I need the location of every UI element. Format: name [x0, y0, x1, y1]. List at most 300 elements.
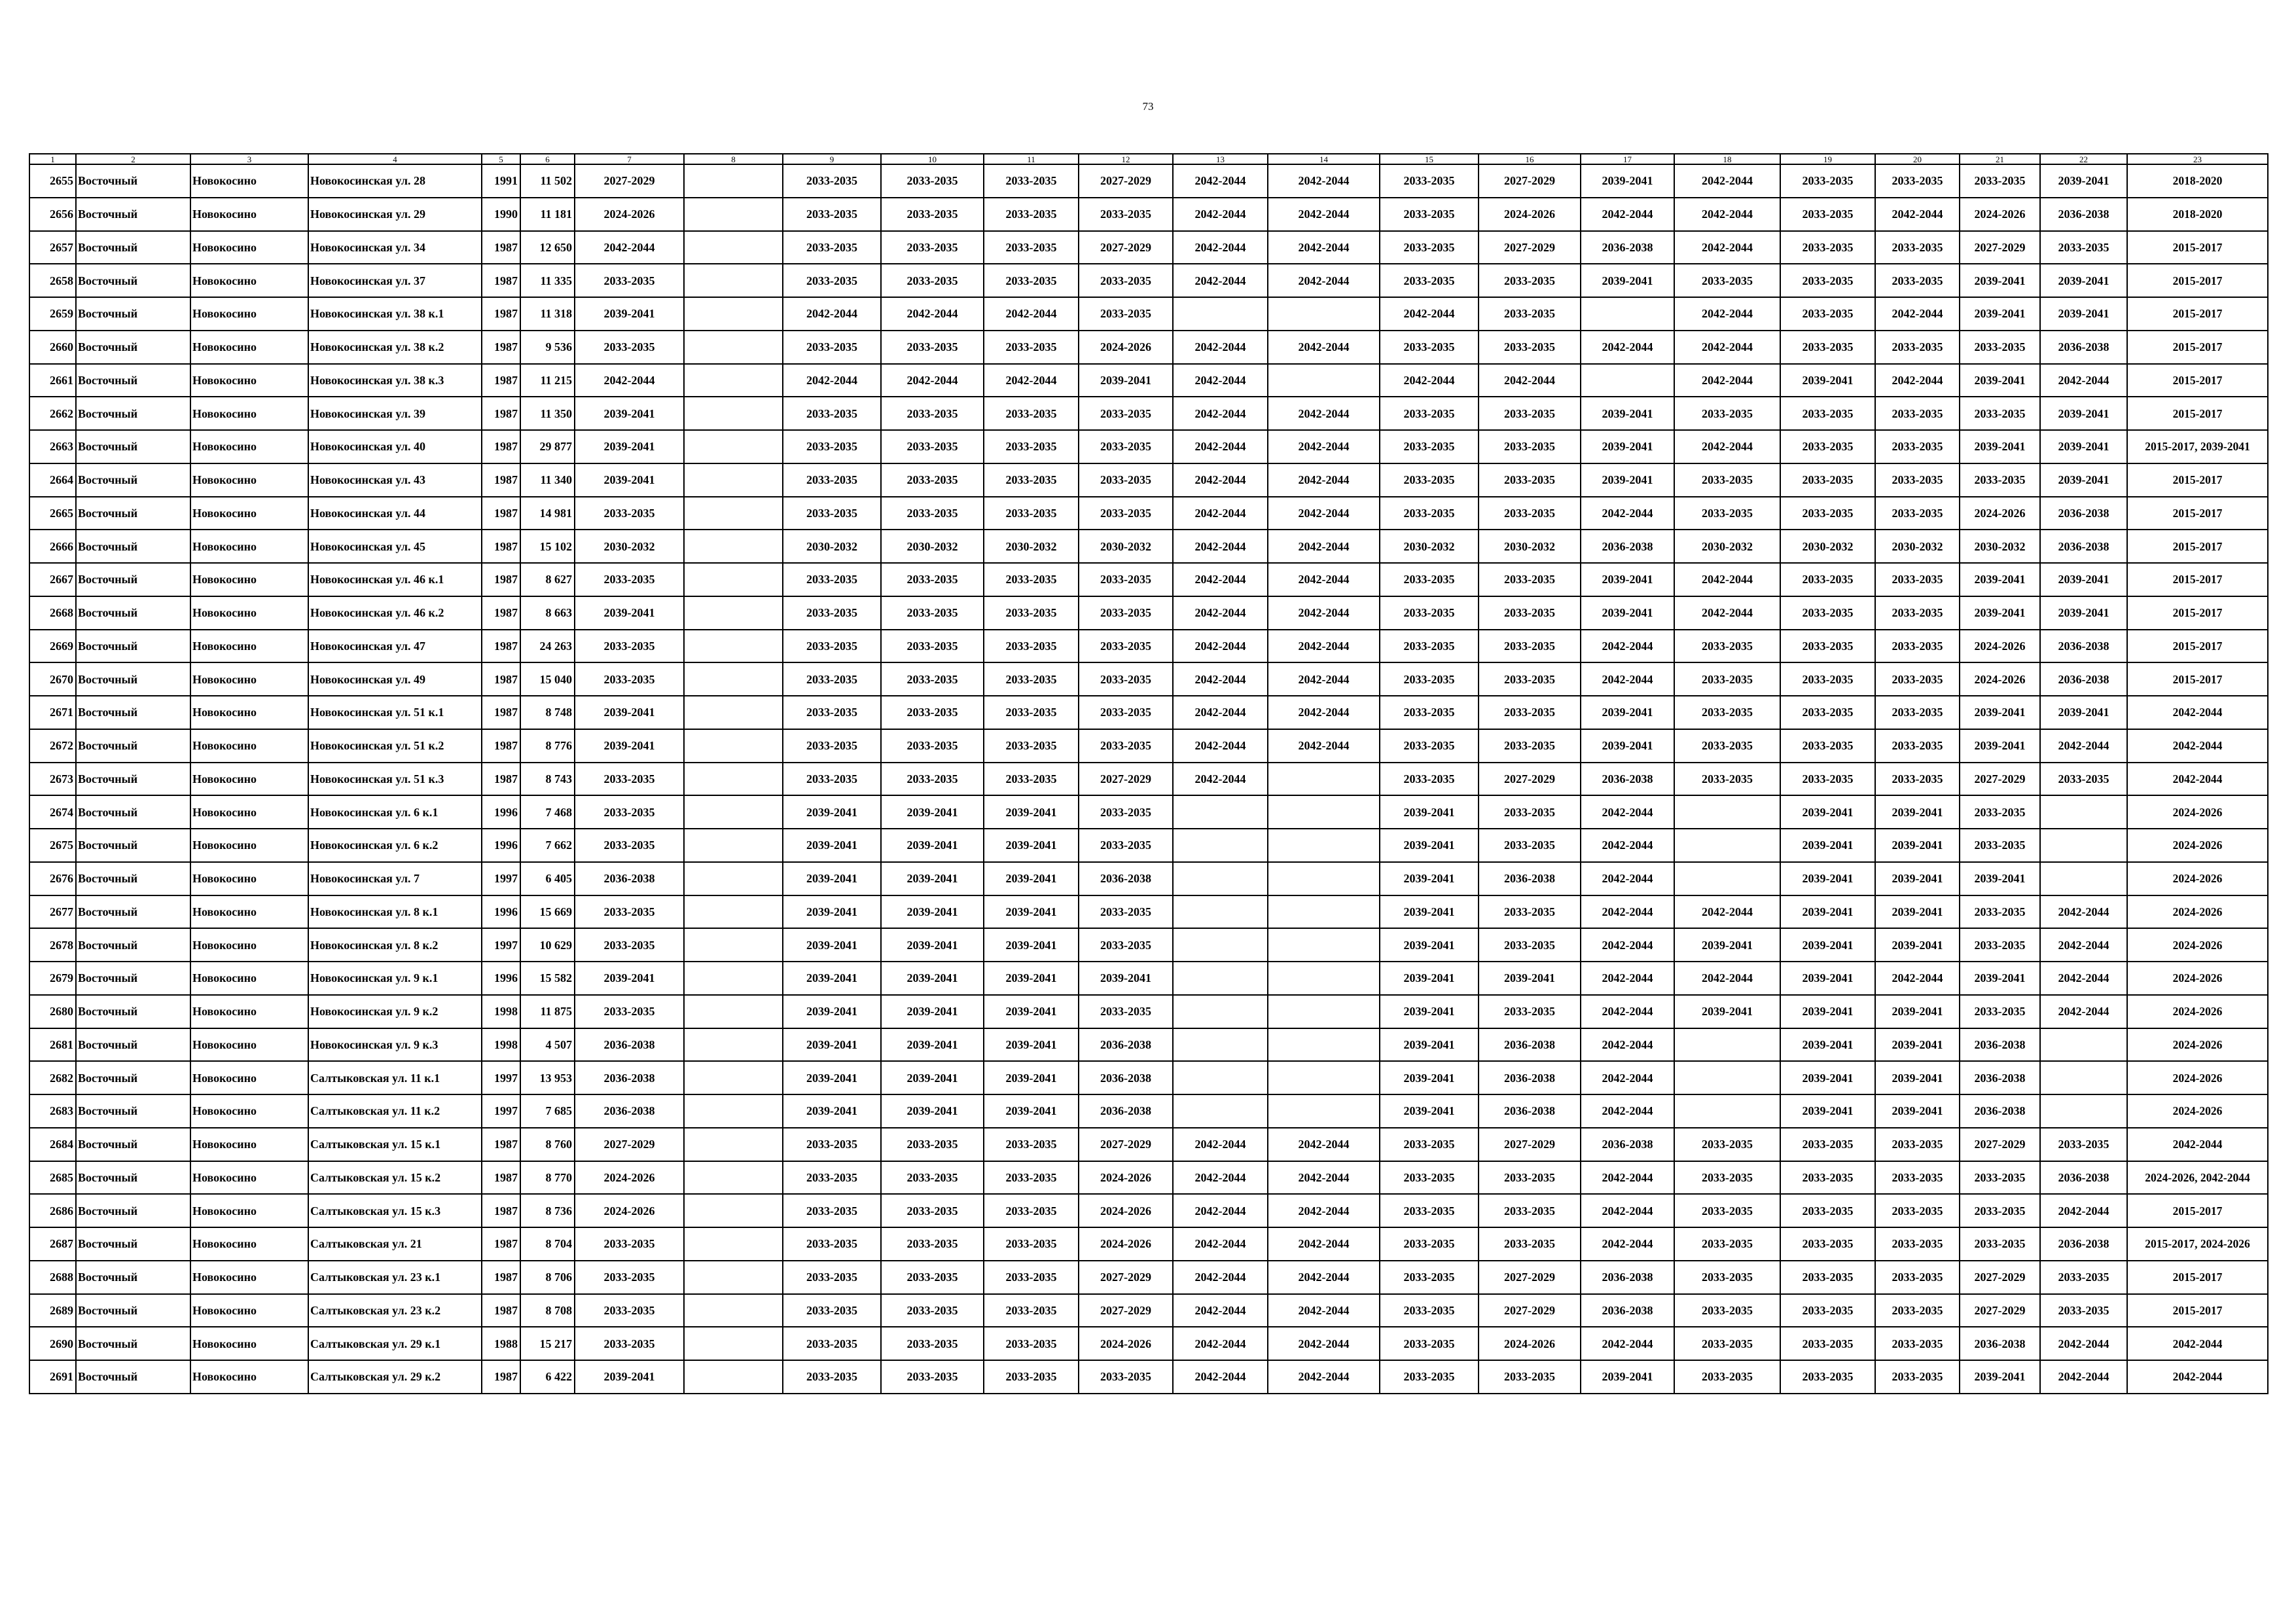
table-cell-col-14: 2042-2044: [1268, 1161, 1380, 1195]
table-cell-col-4: Новокосинская ул. 8 к.2: [308, 928, 482, 962]
table-cell-col-5: 1991: [482, 164, 520, 198]
table-cell-col-18: 2042-2044: [1674, 563, 1780, 596]
table-cell-col-23: 2042-2044: [2127, 696, 2268, 729]
table-cell-col-16: 2024-2026: [1479, 1327, 1581, 1360]
table-cell-col-10: 2033-2035: [881, 1327, 984, 1360]
table-cell-col-18: 2042-2044: [1674, 895, 1780, 929]
table-cell-col-3: Новокосино: [190, 463, 308, 497]
table-row: [29, 662, 2268, 696]
table-cell-col-7: 2042-2044: [575, 231, 684, 264]
table-cell-col-14: [1268, 829, 1380, 862]
table-cell-col-21: 2039-2041: [1960, 696, 2040, 729]
table-cell-col-12: 2024-2026: [1079, 331, 1173, 364]
table-cell-col-5: 1987: [482, 1161, 520, 1195]
table-cell-col-17: 2039-2041: [1581, 563, 1674, 596]
table-cell-col-12: 2024-2026: [1079, 1161, 1173, 1195]
table-cell-col-22: 2033-2035: [2040, 1294, 2127, 1327]
table-cell-col-17: 2036-2038: [1581, 1294, 1674, 1327]
table-cell-col-13: 2042-2044: [1173, 364, 1268, 397]
table-cell-col-19: 2033-2035: [1780, 630, 1875, 663]
table-cell-col-2: Восточный: [76, 1360, 190, 1394]
table-cell-col-21: 2027-2029: [1960, 1261, 2040, 1294]
table-cell-col-9: 2039-2041: [783, 928, 881, 962]
table-cell-col-13: 2042-2044: [1173, 1294, 1268, 1327]
table-cell-col-3: Новокосино: [190, 1360, 308, 1394]
table-cell-col-15: 2039-2041: [1380, 895, 1479, 929]
table-cell-col-1: 2655: [29, 164, 76, 198]
table-cell-col-22: 2039-2041: [2040, 596, 2127, 630]
table-cell-col-15: 2033-2035: [1380, 1227, 1479, 1261]
table-row: [29, 1028, 2268, 1062]
table-cell-col-21: 2033-2035: [1960, 1227, 2040, 1261]
table-cell-col-19: 2033-2035: [1780, 1327, 1875, 1360]
table-cell-col-22: 2039-2041: [2040, 696, 2127, 729]
table-cell-col-20: 2033-2035: [1875, 630, 1960, 663]
table-cell-col-21: 2036-2038: [1960, 1061, 2040, 1094]
table-row: [29, 563, 2268, 596]
table-cell-col-20: 2033-2035: [1875, 463, 1960, 497]
table-row: [29, 297, 2268, 331]
table-cell-col-22: 2042-2044: [2040, 962, 2127, 995]
table-cell-col-2: Восточный: [76, 763, 190, 796]
table-cell-col-22: [2040, 862, 2127, 895]
table-cell-col-5: 1987: [482, 530, 520, 563]
page-number: 73: [1142, 100, 1154, 113]
table-cell-col-13: [1173, 928, 1268, 962]
table-cell-col-19: 2033-2035: [1780, 497, 1875, 530]
table-cell-col-12: 2027-2029: [1079, 763, 1173, 796]
table-cell-col-12: 2033-2035: [1079, 1360, 1173, 1394]
table-cell-col-17: 2039-2041: [1581, 696, 1674, 729]
table-cell-col-5: 1987: [482, 1194, 520, 1227]
table-cell-col-15: 2033-2035: [1380, 397, 1479, 430]
table-cell-col-9: 2042-2044: [783, 297, 881, 331]
table-cell-col-6: 8 708: [520, 1294, 575, 1327]
table-cell-col-10: 2039-2041: [881, 829, 984, 862]
table-cell-col-11: 2033-2035: [984, 1194, 1079, 1227]
table-cell-col-10: 2033-2035: [881, 1128, 984, 1161]
table-cell-col-9: 2039-2041: [783, 1094, 881, 1128]
table-cell-col-12: 2033-2035: [1079, 895, 1173, 929]
table-cell-col-12: 2033-2035: [1079, 696, 1173, 729]
table-cell-col-5: 1987: [482, 563, 520, 596]
table-cell-col-9: 2039-2041: [783, 895, 881, 929]
table-cell-col-12: 2027-2029: [1079, 1294, 1173, 1327]
table-cell-col-8: [684, 297, 783, 331]
table-cell-col-23: 2015-2017: [2127, 1261, 2268, 1294]
table-cell-col-4: Новокосинская ул. 37: [308, 264, 482, 297]
table-cell-col-16: 2033-2035: [1479, 630, 1581, 663]
table-cell-col-13: 2042-2044: [1173, 596, 1268, 630]
table-cell-col-22: 2042-2044: [2040, 1360, 2127, 1394]
table-cell-col-13: [1173, 1028, 1268, 1062]
table-cell-col-18: [1674, 1028, 1780, 1062]
table-cell-col-3: Новокосино: [190, 696, 308, 729]
table-cell-col-17: 2039-2041: [1581, 397, 1674, 430]
table-cell-col-19: 2039-2041: [1780, 862, 1875, 895]
table-cell-col-5: 1997: [482, 1061, 520, 1094]
table-cell-col-4: Салтыковская ул. 21: [308, 1227, 482, 1261]
table-cell-col-7: 2033-2035: [575, 1261, 684, 1294]
table-cell-col-9: 2039-2041: [783, 962, 881, 995]
table-cell-col-10: 2033-2035: [881, 397, 984, 430]
table-cell-col-21: 2024-2026: [1960, 198, 2040, 231]
table-cell-col-16: 2027-2029: [1479, 1294, 1581, 1327]
table-cell-col-6: 8 627: [520, 563, 575, 596]
table-cell-col-22: 2039-2041: [2040, 463, 2127, 497]
table-cell-col-17: 2039-2041: [1581, 1360, 1674, 1394]
table-cell-col-19: 2039-2041: [1780, 364, 1875, 397]
table-cell-col-2: Восточный: [76, 430, 190, 463]
table-cell-col-13: 2042-2044: [1173, 463, 1268, 497]
table-cell-col-11: 2033-2035: [984, 1128, 1079, 1161]
table-cell-col-3: Новокосино: [190, 430, 308, 463]
table-cell-col-11: 2039-2041: [984, 1028, 1079, 1062]
column-number-21: 21: [1960, 154, 2040, 164]
table-cell-col-16: 2033-2035: [1479, 1227, 1581, 1261]
table-cell-col-6: 15 582: [520, 962, 575, 995]
table-cell-col-22: 2036-2038: [2040, 530, 2127, 563]
table-cell-col-14: 2042-2044: [1268, 1294, 1380, 1327]
table-cell-col-2: Восточный: [76, 264, 190, 297]
table-cell-col-22: [2040, 795, 2127, 829]
table-cell-col-8: [684, 1360, 783, 1394]
table-cell-col-4: Салтыковская ул. 23 к.2: [308, 1294, 482, 1327]
table-cell-col-13: 2042-2044: [1173, 397, 1268, 430]
table-cell-col-16: 2027-2029: [1479, 763, 1581, 796]
table-cell-col-18: 2033-2035: [1674, 1294, 1780, 1327]
table-cell-col-2: Восточный: [76, 962, 190, 995]
table-cell-col-17: [1581, 364, 1674, 397]
table-cell-col-5: 1988: [482, 1327, 520, 1360]
table-cell-col-23: 2015-2017: [2127, 596, 2268, 630]
table-cell-col-7: 2024-2026: [575, 198, 684, 231]
table-cell-col-18: 2033-2035: [1674, 1227, 1780, 1261]
table-cell-col-5: 1987: [482, 1227, 520, 1261]
table-cell-col-16: 2033-2035: [1479, 1194, 1581, 1227]
table-cell-col-6: 4 507: [520, 1028, 575, 1062]
table-cell-col-13: 2042-2044: [1173, 1261, 1268, 1294]
table-cell-col-11: 2033-2035: [984, 662, 1079, 696]
table-cell-col-5: 1987: [482, 497, 520, 530]
table-cell-col-1: 2688: [29, 1261, 76, 1294]
table-cell-col-6: 8 743: [520, 763, 575, 796]
table-cell-col-9: 2033-2035: [783, 1161, 881, 1195]
table-cell-col-2: Восточный: [76, 862, 190, 895]
table-cell-col-10: 2039-2041: [881, 795, 984, 829]
table-cell-col-8: [684, 331, 783, 364]
table-cell-col-23: 2015-2017: [2127, 231, 2268, 264]
table-cell-col-12: 2033-2035: [1079, 463, 1173, 497]
table-cell-col-10: 2039-2041: [881, 995, 984, 1028]
table-row: [29, 895, 2268, 929]
table-cell-col-15: 2039-2041: [1380, 928, 1479, 962]
table-cell-col-17: 2036-2038: [1581, 1128, 1674, 1161]
table-cell-col-16: 2027-2029: [1479, 1128, 1581, 1161]
table-cell-col-16: 2033-2035: [1479, 662, 1581, 696]
table-cell-col-11: 2033-2035: [984, 264, 1079, 297]
table-cell-col-15: 2033-2035: [1380, 1294, 1479, 1327]
table-cell-col-4: Новокосинская ул. 51 к.2: [308, 729, 482, 763]
table-cell-col-23: 2024-2026: [2127, 962, 2268, 995]
table-cell-col-21: 2033-2035: [1960, 829, 2040, 862]
table-cell-col-23: 2024-2026: [2127, 895, 2268, 929]
table-cell-col-17: 2039-2041: [1581, 729, 1674, 763]
table-cell-col-19: 2033-2035: [1780, 231, 1875, 264]
table-cell-col-8: [684, 696, 783, 729]
table-cell-col-16: 2033-2035: [1479, 397, 1581, 430]
table-row: [29, 397, 2268, 430]
table-cell-col-5: 1997: [482, 862, 520, 895]
table-cell-col-2: Восточный: [76, 1327, 190, 1360]
table-cell-col-15: 2033-2035: [1380, 231, 1479, 264]
table-cell-col-23: 2042-2044: [2127, 1128, 2268, 1161]
table-cell-col-22: 2036-2038: [2040, 1227, 2127, 1261]
table-cell-col-16: 2042-2044: [1479, 364, 1581, 397]
table-cell-col-9: 2033-2035: [783, 1227, 881, 1261]
table-cell-col-15: 2039-2041: [1380, 962, 1479, 995]
table-cell-col-20: 2039-2041: [1875, 862, 1960, 895]
table-cell-col-6: 29 877: [520, 430, 575, 463]
table-cell-col-11: 2033-2035: [984, 397, 1079, 430]
table-cell-col-20: 2039-2041: [1875, 928, 1960, 962]
table-cell-col-19: 2033-2035: [1780, 397, 1875, 430]
table-cell-col-4: Новокосинская ул. 51 к.3: [308, 763, 482, 796]
table-row: [29, 829, 2268, 862]
table-row: [29, 596, 2268, 630]
table-cell-col-10: 2033-2035: [881, 630, 984, 663]
table-cell-col-17: 2039-2041: [1581, 463, 1674, 497]
table-cell-col-20: 2039-2041: [1875, 1061, 1960, 1094]
table-cell-col-9: 2039-2041: [783, 862, 881, 895]
table-cell-col-10: 2033-2035: [881, 1227, 984, 1261]
table-cell-col-11: 2033-2035: [984, 1227, 1079, 1261]
table-cell-col-9: 2033-2035: [783, 497, 881, 530]
table-cell-col-18: 2033-2035: [1674, 1360, 1780, 1394]
table-cell-col-10: 2039-2041: [881, 1028, 984, 1062]
table-cell-col-8: [684, 164, 783, 198]
table-cell-col-2: Восточный: [76, 928, 190, 962]
table-cell-col-14: [1268, 862, 1380, 895]
table-cell-col-20: 2033-2035: [1875, 596, 1960, 630]
table-cell-col-18: [1674, 829, 1780, 862]
column-number-3: 3: [190, 154, 308, 164]
table-cell-col-22: 2042-2044: [2040, 364, 2127, 397]
table-cell-col-21: 2033-2035: [1960, 1194, 2040, 1227]
table-row: [29, 497, 2268, 530]
table-cell-col-2: Восточный: [76, 1294, 190, 1327]
table-cell-col-15: 2039-2041: [1380, 1028, 1479, 1062]
column-number-19: 19: [1780, 154, 1875, 164]
table-cell-col-23: 2024-2026: [2127, 829, 2268, 862]
table-cell-col-6: 6 405: [520, 862, 575, 895]
table-cell-col-4: Новокосинская ул. 45: [308, 530, 482, 563]
table-row: [29, 1261, 2268, 1294]
table-cell-col-3: Новокосино: [190, 1094, 308, 1128]
table-cell-col-17: 2042-2044: [1581, 198, 1674, 231]
table-cell-col-12: 2033-2035: [1079, 630, 1173, 663]
table-cell-col-3: Новокосино: [190, 231, 308, 264]
table-cell-col-19: 2033-2035: [1780, 297, 1875, 331]
table-cell-col-21: 2033-2035: [1960, 1161, 2040, 1195]
table-cell-col-21: 2039-2041: [1960, 862, 2040, 895]
table-row: [29, 231, 2268, 264]
table-cell-col-4: Новокосинская ул. 43: [308, 463, 482, 497]
table-cell-col-4: Новокосинская ул. 8 к.1: [308, 895, 482, 929]
table-cell-col-5: 1996: [482, 962, 520, 995]
table-cell-col-12: 2033-2035: [1079, 662, 1173, 696]
table-row: [29, 630, 2268, 663]
table-cell-col-6: 15 669: [520, 895, 575, 929]
table-cell-col-17: 2042-2044: [1581, 1227, 1674, 1261]
table-cell-col-4: Новокосинская ул. 47: [308, 630, 482, 663]
table-cell-col-7: 2033-2035: [575, 630, 684, 663]
table-cell-col-11: 2033-2035: [984, 430, 1079, 463]
column-number-13: 13: [1173, 154, 1268, 164]
table-cell-col-3: Новокосино: [190, 1194, 308, 1227]
table-cell-col-10: 2039-2041: [881, 928, 984, 962]
table-cell-col-3: Новокосино: [190, 297, 308, 331]
table-cell-col-8: [684, 1094, 783, 1128]
table-cell-col-8: [684, 497, 783, 530]
table-cell-col-5: 1987: [482, 430, 520, 463]
table-cell-col-4: Салтыковская ул. 15 к.1: [308, 1128, 482, 1161]
table-cell-col-20: 2042-2044: [1875, 962, 1960, 995]
table-cell-col-9: 2033-2035: [783, 1327, 881, 1360]
table-cell-col-18: 2033-2035: [1674, 397, 1780, 430]
table-cell-col-5: 1998: [482, 1028, 520, 1062]
table-cell-col-23: 2015-2017, 2024-2026: [2127, 1227, 2268, 1261]
table-cell-col-18: 2042-2044: [1674, 596, 1780, 630]
table-cell-col-7: 2033-2035: [575, 829, 684, 862]
table-cell-col-11: 2039-2041: [984, 995, 1079, 1028]
table-cell-col-7: 2030-2032: [575, 530, 684, 563]
table-cell-col-14: [1268, 795, 1380, 829]
table-row: [29, 729, 2268, 763]
table-cell-col-11: 2033-2035: [984, 463, 1079, 497]
table-cell-col-14: [1268, 297, 1380, 331]
table-cell-col-9: 2033-2035: [783, 463, 881, 497]
table-cell-col-20: 2030-2032: [1875, 530, 1960, 563]
table-cell-col-17: 2036-2038: [1581, 231, 1674, 264]
table-cell-col-21: 2036-2038: [1960, 1327, 2040, 1360]
table-cell-col-10: 2033-2035: [881, 164, 984, 198]
table-cell-col-21: 2027-2029: [1960, 1128, 2040, 1161]
table-row: [29, 1161, 2268, 1195]
table-cell-col-1: 2689: [29, 1294, 76, 1327]
table-cell-col-22: [2040, 1094, 2127, 1128]
table-cell-col-7: 2033-2035: [575, 264, 684, 297]
table-cell-col-21: 2024-2026: [1960, 497, 2040, 530]
table-cell-col-22: [2040, 1061, 2127, 1094]
table-row: [29, 1360, 2268, 1394]
table-cell-col-23: 2015-2017: [2127, 1194, 2268, 1227]
table-row: [29, 795, 2268, 829]
table-cell-col-8: [684, 1261, 783, 1294]
table-cell-col-1: 2685: [29, 1161, 76, 1195]
table-cell-col-20: 2033-2035: [1875, 1327, 1960, 1360]
table-cell-col-13: [1173, 829, 1268, 862]
table-cell-col-11: 2033-2035: [984, 763, 1079, 796]
table-cell-col-13: 2042-2044: [1173, 430, 1268, 463]
table-cell-col-22: 2036-2038: [2040, 198, 2127, 231]
table-cell-col-6: 11 335: [520, 264, 575, 297]
table-cell-col-19: 2033-2035: [1780, 729, 1875, 763]
table-cell-col-15: 2033-2035: [1380, 463, 1479, 497]
table-cell-col-7: 2039-2041: [575, 596, 684, 630]
table-row: [29, 1094, 2268, 1128]
table-cell-col-23: 2015-2017: [2127, 364, 2268, 397]
table-row: [29, 1294, 2268, 1327]
table-cell-col-6: 14 981: [520, 497, 575, 530]
table-cell-col-7: 2033-2035: [575, 1327, 684, 1360]
table-cell-col-11: 2033-2035: [984, 729, 1079, 763]
table-cell-col-18: 2042-2044: [1674, 430, 1780, 463]
table-cell-col-13: 2042-2044: [1173, 1161, 1268, 1195]
table-cell-col-19: 2033-2035: [1780, 463, 1875, 497]
repair-schedule-table: [29, 153, 2269, 1394]
table-cell-col-18: [1674, 795, 1780, 829]
table-cell-col-12: 2033-2035: [1079, 829, 1173, 862]
table-cell-col-11: 2039-2041: [984, 1094, 1079, 1128]
table-cell-col-14: [1268, 895, 1380, 929]
table-cell-col-16: 2033-2035: [1479, 563, 1581, 596]
table-cell-col-12: 2033-2035: [1079, 729, 1173, 763]
table-cell-col-15: 2033-2035: [1380, 563, 1479, 596]
table-cell-col-10: 2033-2035: [881, 729, 984, 763]
table-cell-col-17: 2036-2038: [1581, 1261, 1674, 1294]
table-cell-col-17: 2042-2044: [1581, 829, 1674, 862]
table-cell-col-1: 2656: [29, 198, 76, 231]
table-cell-col-2: Восточный: [76, 729, 190, 763]
table-cell-col-5: 1987: [482, 596, 520, 630]
table-cell-col-18: 2042-2044: [1674, 231, 1780, 264]
table-cell-col-6: 6 422: [520, 1360, 575, 1394]
table-cell-col-3: Новокосино: [190, 1327, 308, 1360]
table-cell-col-18: 2033-2035: [1674, 729, 1780, 763]
table-cell-col-19: 2033-2035: [1780, 1227, 1875, 1261]
table-cell-col-5: 1987: [482, 364, 520, 397]
table-cell-col-20: 2039-2041: [1875, 795, 1960, 829]
table-row: [29, 928, 2268, 962]
table-cell-col-21: 2033-2035: [1960, 331, 2040, 364]
table-cell-col-17: 2042-2044: [1581, 962, 1674, 995]
table-cell-col-20: 2039-2041: [1875, 1028, 1960, 1062]
table-cell-col-22: 2036-2038: [2040, 331, 2127, 364]
table-cell-col-4: Новокосинская ул. 6 к.1: [308, 795, 482, 829]
table-cell-col-10: 2039-2041: [881, 962, 984, 995]
table-cell-col-19: 2039-2041: [1780, 829, 1875, 862]
table-cell-col-1: 2682: [29, 1061, 76, 1094]
table-cell-col-13: [1173, 962, 1268, 995]
table-cell-col-19: 2033-2035: [1780, 1360, 1875, 1394]
table-cell-col-7: 2033-2035: [575, 331, 684, 364]
table-cell-col-15: 2039-2041: [1380, 995, 1479, 1028]
table-cell-col-13: [1173, 1061, 1268, 1094]
table-cell-col-9: 2033-2035: [783, 331, 881, 364]
table-cell-col-11: 2030-2032: [984, 530, 1079, 563]
table-cell-col-16: 2030-2032: [1479, 530, 1581, 563]
table-cell-col-9: 2039-2041: [783, 1061, 881, 1094]
table-cell-col-8: [684, 430, 783, 463]
table-cell-col-13: [1173, 297, 1268, 331]
table-cell-col-5: 1990: [482, 198, 520, 231]
table-cell-col-16: 2033-2035: [1479, 264, 1581, 297]
table-cell-col-13: 2042-2044: [1173, 331, 1268, 364]
table-row: [29, 1061, 2268, 1094]
table-cell-col-1: 2667: [29, 563, 76, 596]
table-cell-col-6: 12 650: [520, 231, 575, 264]
